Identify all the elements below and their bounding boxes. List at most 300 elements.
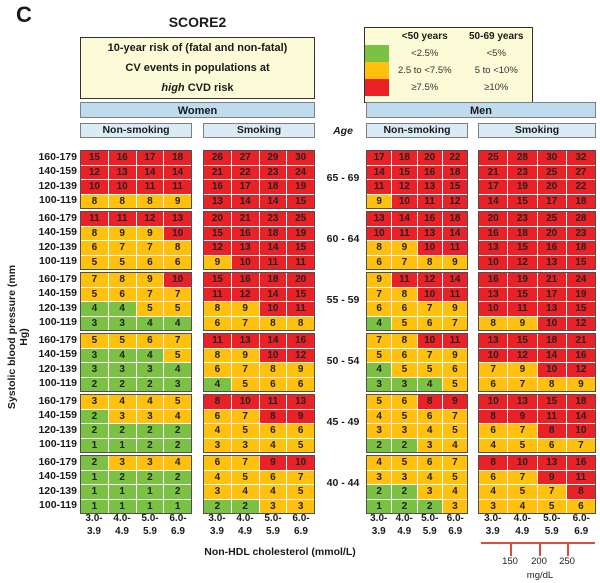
risk-cell: 5 <box>81 256 108 270</box>
risk-cell: 2 <box>204 500 231 514</box>
risk-cell: 18 <box>567 195 595 209</box>
chol-axis-labels <box>366 526 468 537</box>
risk-cell: 2 <box>81 378 108 392</box>
bp-row-label: 140-159 <box>38 287 77 300</box>
legend-col1-header: <50 years <box>401 31 448 42</box>
risk-cell: 2 <box>137 471 164 485</box>
chol-col-label: 5.0- <box>421 513 439 524</box>
risk-cell: 7 <box>232 456 259 470</box>
chol-col-label: 3.9 <box>210 526 224 537</box>
risk-cell: 25 <box>479 151 507 165</box>
men-smoking-grid <box>478 150 596 209</box>
risk-cell: 5 <box>164 349 191 363</box>
risk-cell: 4 <box>204 471 231 485</box>
chol-col-label: 4.9 <box>238 526 252 537</box>
risk-cell: 13 <box>367 212 391 226</box>
risk-cell: 11 <box>367 180 391 194</box>
risk-cell: 18 <box>260 273 287 287</box>
risk-cell: 20 <box>418 151 442 165</box>
risk-cell: 6 <box>204 363 231 377</box>
chol-axis-labels <box>80 513 192 524</box>
chol-col-label: 4.9 <box>115 526 129 537</box>
risk-cell: 25 <box>287 212 314 226</box>
risk-cell: 14 <box>260 195 287 209</box>
women-nonsmoking-grid <box>80 272 192 331</box>
risk-cell: 21 <box>204 166 231 180</box>
risk-cell: 12 <box>392 180 416 194</box>
risk-cell: 14 <box>538 349 566 363</box>
bp-row-label: 140-159 <box>38 470 77 483</box>
risk-cell: 12 <box>508 349 536 363</box>
risk-cell: 3 <box>109 410 136 424</box>
bp-row-label: 160-179 <box>38 395 77 407</box>
risk-cell: 9 <box>508 410 536 424</box>
risk-cell: 6 <box>418 317 442 331</box>
risk-cell: 9 <box>137 273 164 287</box>
risk-cell: 2 <box>81 410 108 424</box>
risk-cell: 16 <box>567 349 595 363</box>
bp-row-label: 140-159 <box>38 409 77 422</box>
risk-cell: 14 <box>164 166 191 180</box>
men-smoking-header: Smoking <box>478 123 596 138</box>
risk-cell: 2 <box>392 439 416 453</box>
women-header-bar: Women <box>80 102 315 118</box>
risk-cell: 6 <box>479 471 507 485</box>
risk-cell: 3 <box>479 500 507 514</box>
risk-cell: 1 <box>109 500 136 514</box>
risk-cell: 3 <box>81 317 108 331</box>
risk-cell: 10 <box>567 424 595 438</box>
mgdl-label-200: 200 <box>531 556 547 567</box>
risk-cell: 11 <box>392 227 416 241</box>
risk-cell: 8 <box>538 424 566 438</box>
men-smoking-grid <box>478 333 596 392</box>
risk-cell: 5 <box>392 456 416 470</box>
risk-cell: 7 <box>232 410 259 424</box>
risk-cell: 12 <box>567 317 595 331</box>
risk-cell: 1 <box>137 485 164 499</box>
risk-cell: 26 <box>204 151 231 165</box>
legend <box>364 27 533 103</box>
risk-cell: 7 <box>443 456 467 470</box>
chol-col-label: 3.9 <box>485 526 500 537</box>
risk-cell: 13 <box>418 227 442 241</box>
chol-axis-labels <box>366 513 468 524</box>
risk-cell: 18 <box>260 180 287 194</box>
risk-cell: 15 <box>287 195 314 209</box>
chol-axis-labels <box>203 526 315 537</box>
chol-col-label: 3.9 <box>87 526 101 537</box>
chol-col-label: 4.0- <box>113 513 131 524</box>
risk-cell: 2 <box>392 500 416 514</box>
risk-cell: 8 <box>81 195 108 209</box>
risk-cell: 10 <box>367 227 391 241</box>
legend-green-col1: <2.5% <box>411 48 439 59</box>
risk-cell: 8 <box>109 195 136 209</box>
legend-red-col2: ≥10% <box>484 82 509 93</box>
risk-cell: 6 <box>418 456 442 470</box>
risk-cell: 15 <box>287 241 314 255</box>
risk-cell: 14 <box>260 241 287 255</box>
bp-row-label: 160-179 <box>38 273 77 285</box>
risk-cell: 3 <box>204 439 231 453</box>
legend-col2-header: 50-69 years <box>469 31 524 42</box>
risk-cell: 10 <box>479 256 507 270</box>
risk-cell: 11 <box>164 180 191 194</box>
risk-cell: 10 <box>418 334 442 348</box>
risk-cell: 4 <box>508 500 536 514</box>
risk-cell: 4 <box>164 317 191 331</box>
risk-box-line2: CV events in populations at <box>125 62 270 74</box>
risk-cell: 6 <box>367 302 391 316</box>
chol-col-label: 6.0- <box>446 513 464 524</box>
risk-cell: 16 <box>479 273 507 287</box>
risk-cell: 9 <box>367 195 391 209</box>
men-nonsmoking-header: Non-smoking <box>366 123 468 138</box>
risk-cell: 21 <box>479 166 507 180</box>
men-smoking-grid <box>478 455 596 514</box>
risk-cell: 15 <box>443 180 467 194</box>
risk-cell: 17 <box>538 288 566 302</box>
risk-cell: 16 <box>567 456 595 470</box>
men-nonsmoking-grid <box>366 455 468 514</box>
risk-cell: 7 <box>567 439 595 453</box>
risk-cell: 5 <box>164 302 191 316</box>
risk-cell: 16 <box>232 227 259 241</box>
risk-cell: 10 <box>508 456 536 470</box>
risk-cell: 9 <box>443 302 467 316</box>
risk-cell: 10 <box>418 288 442 302</box>
risk-cell: 10 <box>81 180 108 194</box>
risk-cell: 3 <box>232 439 259 453</box>
risk-cell: 2 <box>164 424 191 438</box>
risk-cell: 11 <box>287 302 314 316</box>
risk-cell: 5 <box>508 485 536 499</box>
risk-cell: 4 <box>137 395 164 409</box>
risk-cell: 20 <box>479 212 507 226</box>
chol-col-label: 5.9 <box>143 526 157 537</box>
risk-cell: 15 <box>567 256 595 270</box>
risk-cell: 25 <box>538 166 566 180</box>
chart-title: SCORE2 <box>168 14 227 30</box>
risk-cell: 9 <box>392 241 416 255</box>
risk-cell: 18 <box>260 227 287 241</box>
risk-cell: 2 <box>232 500 259 514</box>
risk-cell: 3 <box>392 378 416 392</box>
risk-cell: 3 <box>109 456 136 470</box>
age-group-label: 40 - 44 <box>326 477 360 489</box>
chol-axis-labels <box>203 513 315 524</box>
risk-cell: 9 <box>287 363 314 377</box>
bp-row-label: 120-139 <box>38 179 77 192</box>
risk-cell: 18 <box>443 166 467 180</box>
risk-cell: 30 <box>538 151 566 165</box>
bp-row-label: 140-159 <box>38 165 77 178</box>
risk-cell: 17 <box>232 180 259 194</box>
risk-cell: 12 <box>443 195 467 209</box>
risk-cell: 15 <box>508 288 536 302</box>
risk-cell: 3 <box>81 349 108 363</box>
risk-cell: 12 <box>287 349 314 363</box>
risk-cell: 10 <box>260 349 287 363</box>
risk-cell: 8 <box>392 334 416 348</box>
men-nonsmoking-grid <box>366 211 468 270</box>
risk-cell: 10 <box>418 241 442 255</box>
risk-cell: 5 <box>232 424 259 438</box>
risk-cell: 19 <box>508 273 536 287</box>
risk-cell: 6 <box>287 378 314 392</box>
risk-cell: 5 <box>367 395 391 409</box>
mgdl-label-250: 250 <box>559 556 575 567</box>
risk-cell: 28 <box>508 151 536 165</box>
risk-cell: 5 <box>367 349 391 363</box>
risk-box-line3-italic: high <box>161 82 185 94</box>
women-nonsmoking-grid <box>80 150 192 209</box>
risk-box-line3-rest: CVD risk <box>184 82 234 94</box>
risk-cell: 5 <box>232 378 259 392</box>
risk-cell: 7 <box>164 334 191 348</box>
risk-cell: 17 <box>367 151 391 165</box>
risk-cell: 7 <box>81 273 108 287</box>
risk-cell: 8 <box>418 256 442 270</box>
bp-row-label: 160-179 <box>38 334 77 346</box>
risk-cell: 11 <box>443 334 467 348</box>
men-header-bar: Men <box>366 102 596 118</box>
chol-col-label: 4.0- <box>513 513 531 524</box>
risk-box-line1: 10-year risk of (fatal and non-fatal) <box>107 42 288 54</box>
risk-cell: 19 <box>287 180 314 194</box>
risk-cell: 4 <box>367 410 391 424</box>
risk-cell: 6 <box>260 378 287 392</box>
risk-cell: 10 <box>538 363 566 377</box>
risk-cell: 17 <box>137 151 164 165</box>
mgdl-ruler-line <box>481 542 595 544</box>
risk-cell: 13 <box>204 195 231 209</box>
risk-cell: 6 <box>418 410 442 424</box>
risk-cell: 9 <box>443 256 467 270</box>
risk-cell: 5 <box>287 485 314 499</box>
women-smoking-grid <box>203 394 315 453</box>
risk-cell: 10 <box>260 302 287 316</box>
risk-cell: 5 <box>287 439 314 453</box>
risk-cell: 13 <box>109 166 136 180</box>
age-group-label: 55 - 59 <box>326 294 360 306</box>
risk-cell: 7 <box>164 288 191 302</box>
risk-cell: 6 <box>479 424 507 438</box>
mgdl-label-150: 150 <box>502 556 518 567</box>
risk-cell: 12 <box>204 241 231 255</box>
bp-row-label: 120-139 <box>38 362 77 375</box>
risk-cell: 23 <box>508 166 536 180</box>
risk-cell: 4 <box>109 395 136 409</box>
bp-row-label: 100-119 <box>39 498 77 511</box>
risk-cell: 10 <box>109 180 136 194</box>
risk-cell: 2 <box>164 439 191 453</box>
risk-cell: 9 <box>367 273 391 287</box>
risk-cell: 4 <box>109 349 136 363</box>
risk-cell: 14 <box>367 166 391 180</box>
mgdl-tick-150 <box>510 542 512 556</box>
risk-cell: 4 <box>479 439 507 453</box>
risk-cell: 2 <box>109 471 136 485</box>
chol-col-label: 3.0- <box>484 513 502 524</box>
risk-cell: 10 <box>164 273 191 287</box>
bp-row-label: 100-119 <box>39 315 77 328</box>
men-nonsmoking-grid <box>366 333 468 392</box>
risk-cell: 16 <box>232 273 259 287</box>
risk-cell: 9 <box>287 410 314 424</box>
risk-cell: 4 <box>367 456 391 470</box>
risk-cell: 11 <box>538 410 566 424</box>
risk-cell: 13 <box>479 288 507 302</box>
mgdl-unit-label: mg/dL <box>526 570 554 581</box>
chol-col-label: 4.0- <box>236 513 254 524</box>
risk-cell: 7 <box>443 317 467 331</box>
risk-cell: 6 <box>287 424 314 438</box>
risk-cell: 4 <box>367 317 391 331</box>
risk-cell: 6 <box>443 363 467 377</box>
risk-cell: 13 <box>538 256 566 270</box>
risk-cell: 3 <box>137 363 164 377</box>
legend-yellow-col1: 2.5 to <7.5% <box>397 65 452 76</box>
risk-cell: 1 <box>137 500 164 514</box>
risk-cell: 4 <box>418 378 442 392</box>
mgdl-tick-200 <box>539 542 541 556</box>
risk-cell: 9 <box>443 395 467 409</box>
chol-col-label: 4.9 <box>515 526 530 537</box>
risk-cell: 7 <box>538 485 566 499</box>
women-smoking-grid <box>203 455 315 514</box>
risk-cell: 3 <box>367 378 391 392</box>
risk-cell: 24 <box>287 166 314 180</box>
risk-cell: 14 <box>137 166 164 180</box>
risk-cell: 3 <box>287 500 314 514</box>
risk-cell: 8 <box>204 302 231 316</box>
risk-cell: 11 <box>443 241 467 255</box>
risk-cell: 4 <box>479 485 507 499</box>
risk-cell: 4 <box>443 485 467 499</box>
risk-cell: 8 <box>287 317 314 331</box>
risk-cell: 4 <box>164 456 191 470</box>
chol-col-label: 4.0- <box>395 513 413 524</box>
risk-cell: 1 <box>81 471 108 485</box>
panel-label: C <box>16 2 32 27</box>
risk-cell: 27 <box>232 151 259 165</box>
risk-cell: 7 <box>232 363 259 377</box>
risk-cell: 7 <box>418 349 442 363</box>
risk-cell: 5 <box>81 288 108 302</box>
risk-cell: 16 <box>287 334 314 348</box>
risk-cell: 4 <box>443 439 467 453</box>
risk-cell: 6 <box>204 317 231 331</box>
risk-cell: 8 <box>260 363 287 377</box>
risk-cell: 8 <box>260 317 287 331</box>
women-smoking-header: Smoking <box>203 123 315 138</box>
chol-col-label: 5.0- <box>141 513 159 524</box>
risk-cell: 4 <box>204 378 231 392</box>
risk-cell: 5 <box>392 317 416 331</box>
risk-cell: 32 <box>567 151 595 165</box>
risk-box-line3 <box>81 78 314 98</box>
risk-cell: 8 <box>418 395 442 409</box>
risk-cell: 6 <box>137 256 164 270</box>
risk-cell: 3 <box>367 424 391 438</box>
risk-cell: 9 <box>508 363 536 377</box>
risk-cell: 23 <box>260 212 287 226</box>
risk-cell: 11 <box>418 195 442 209</box>
risk-cell: 13 <box>479 241 507 255</box>
risk-cell: 9 <box>164 195 191 209</box>
risk-cell: 16 <box>418 166 442 180</box>
chol-col-label: 4.9 <box>397 526 412 537</box>
bp-row-label: 120-139 <box>38 301 77 314</box>
risk-cell: 16 <box>204 180 231 194</box>
chol-col-label: 6.9 <box>574 526 589 537</box>
chol-col-label: 6.0- <box>292 513 310 524</box>
risk-cell: 8 <box>392 288 416 302</box>
risk-cell: 4 <box>418 471 442 485</box>
risk-cell: 13 <box>538 456 566 470</box>
men-nonsmoking-grid <box>366 394 468 453</box>
risk-cell: 11 <box>567 471 595 485</box>
risk-cell: 5 <box>538 500 566 514</box>
risk-cell: 11 <box>81 212 108 226</box>
risk-cell: 4 <box>232 485 259 499</box>
risk-cell: 6 <box>367 256 391 270</box>
risk-cell: 6 <box>260 471 287 485</box>
risk-cell: 8 <box>204 349 231 363</box>
risk-cell: 15 <box>508 195 536 209</box>
risk-cell: 18 <box>567 395 595 409</box>
risk-cell: 7 <box>367 288 391 302</box>
risk-cell: 19 <box>287 227 314 241</box>
women-smoking-grid <box>203 272 315 331</box>
risk-cell: 13 <box>538 302 566 316</box>
risk-cell: 14 <box>260 288 287 302</box>
risk-cell: 8 <box>81 227 108 241</box>
risk-cell: 6 <box>392 395 416 409</box>
risk-cell: 8 <box>538 378 566 392</box>
risk-cell: 3 <box>164 378 191 392</box>
risk-cell: 6 <box>164 256 191 270</box>
risk-cell: 5 <box>443 471 467 485</box>
risk-cell: 13 <box>232 334 259 348</box>
risk-cell: 7 <box>367 334 391 348</box>
risk-cell: 22 <box>567 180 595 194</box>
bp-row-label: 100-119 <box>39 437 77 450</box>
women-nonsmoking-header: Non-smoking <box>80 123 192 138</box>
risk-cell: 27 <box>567 166 595 180</box>
risk-cell: 9 <box>232 349 259 363</box>
risk-cell: 9 <box>508 317 536 331</box>
age-group-label: 60 - 64 <box>326 233 360 245</box>
risk-cell: 4 <box>164 363 191 377</box>
risk-cell: 3 <box>204 485 231 499</box>
risk-cell: 12 <box>418 273 442 287</box>
risk-cell: 14 <box>567 410 595 424</box>
risk-cell: 24 <box>567 273 595 287</box>
risk-cell: 3 <box>392 424 416 438</box>
bp-row-label: 140-159 <box>38 226 77 239</box>
risk-cell: 10 <box>479 395 507 409</box>
women-smoking-grid <box>203 333 315 392</box>
risk-cell: 14 <box>443 273 467 287</box>
risk-cell: 11 <box>137 180 164 194</box>
chol-col-label: 6.0- <box>572 513 590 524</box>
risk-cell: 6 <box>109 288 136 302</box>
risk-cell: 1 <box>164 500 191 514</box>
chol-col-label: 6.9 <box>294 526 308 537</box>
